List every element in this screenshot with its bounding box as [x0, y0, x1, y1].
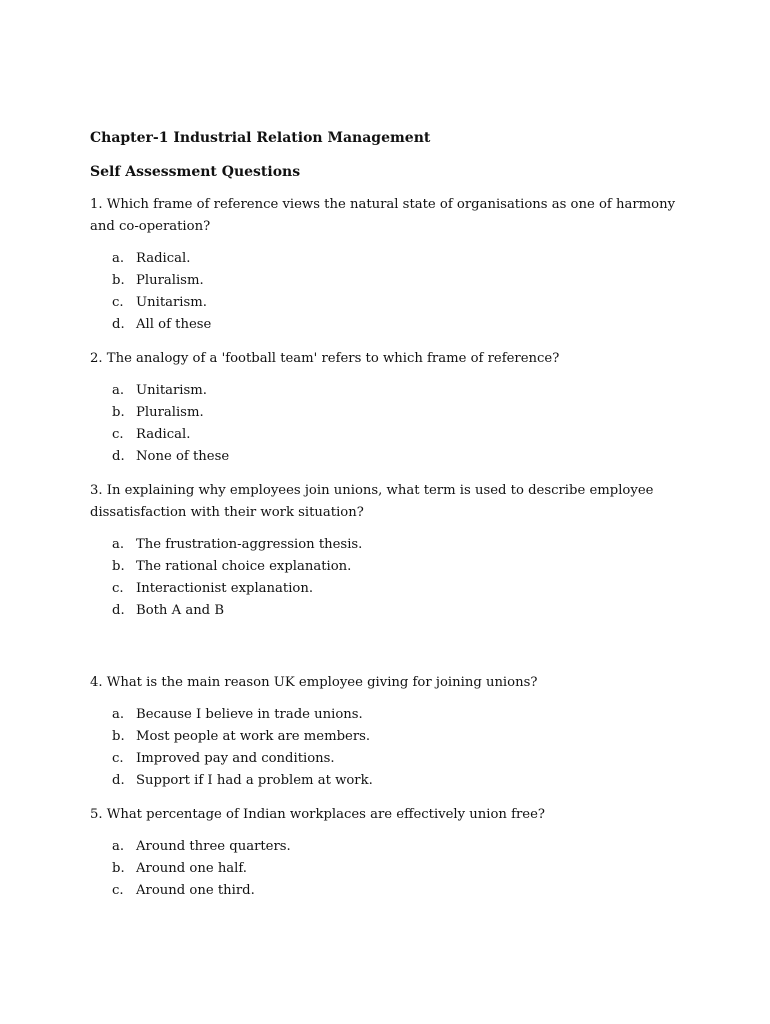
option-text: Radical.: [136, 251, 191, 266]
option-text: Both A and B: [136, 603, 225, 618]
option-text: The frustration-aggression thesis.: [136, 537, 363, 552]
option-text: Interactionist explanation.: [136, 581, 314, 596]
option-letter: a.: [112, 839, 125, 854]
option-letter: c.: [112, 295, 124, 310]
option-letter: a.: [112, 537, 125, 552]
option-letter: d.: [112, 773, 125, 788]
option-letter: c.: [112, 427, 124, 442]
option-item: [112, 270, 690, 292]
option-letter: b.: [112, 405, 125, 420]
option-letter: d.: [112, 603, 125, 618]
option-letter: c.: [112, 751, 124, 766]
option-item: [112, 880, 690, 902]
option-text: Radical.: [136, 427, 191, 442]
option-text: Pluralism.: [136, 273, 204, 288]
option-item: [112, 600, 690, 622]
option-text: Improved pay and conditions.: [136, 751, 335, 766]
option-item: [112, 556, 690, 578]
option-letter: b.: [112, 273, 125, 288]
option-letter: b.: [112, 729, 125, 744]
option-item: [112, 578, 690, 600]
option-letter: b.: [112, 559, 125, 574]
option-letter: d.: [112, 317, 125, 332]
option-text: The rational choice explanation.: [136, 559, 352, 574]
question-3: 3. In explaining why employees join unions, what term is used to describe employee dissatisfaction with their work situation?: [90, 483, 654, 520]
option-item: [112, 402, 690, 424]
option-text: None of these: [136, 449, 230, 464]
option-letter: c.: [112, 581, 124, 596]
option-item: [112, 534, 690, 556]
option-text: Pluralism.: [136, 405, 204, 420]
option-letter: b.: [112, 861, 125, 876]
option-item: [112, 704, 690, 726]
option-item: [112, 424, 690, 446]
question-1: 1. Which frame of reference views the natural state of organisations as one of harmony and co-operation?: [90, 197, 676, 234]
option-item: [112, 314, 690, 336]
question-5-options: [90, 836, 690, 902]
option-item: [112, 748, 690, 770]
document-content: [90, 128, 690, 914]
spacer: [90, 634, 690, 672]
question-4-options: [90, 704, 690, 792]
option-text: Around three quarters.: [136, 839, 291, 854]
option-text: Most people at work are members.: [136, 729, 371, 744]
option-item: [112, 446, 690, 468]
option-letter: c.: [112, 883, 124, 898]
option-item: [112, 770, 690, 792]
option-item: [112, 248, 690, 270]
option-item: [112, 292, 690, 314]
option-text: Because I believe in trade unions.: [136, 707, 363, 722]
option-letter: a.: [112, 707, 125, 722]
option-text: Around one third.: [136, 883, 255, 898]
option-item: [112, 380, 690, 402]
section-title: Self Assessment Questions: [90, 164, 301, 180]
question-2-options: [90, 380, 690, 468]
option-letter: a.: [112, 251, 125, 266]
question-2: 2. The analogy of a 'football team' refers to which frame of reference?: [90, 351, 560, 366]
option-letter: a.: [112, 383, 125, 398]
question-4: 4. What is the main reason UK employee giving for joining unions?: [90, 675, 538, 690]
option-text: Support if I had a problem at work.: [136, 773, 373, 788]
option-text: Around one half.: [136, 861, 247, 876]
option-letter: d.: [112, 449, 125, 464]
question-1-options: [90, 248, 690, 336]
option-item: [112, 836, 690, 858]
option-text: Unitarism.: [136, 295, 207, 310]
option-item: [112, 858, 690, 880]
question-5: 5. What percentage of Indian workplaces are effectively union free?: [90, 807, 545, 822]
option-text: All of these: [136, 317, 212, 332]
question-3-options: [90, 534, 690, 622]
option-item: [112, 726, 690, 748]
chapter-title: Chapter-1 Industrial Relation Management: [90, 130, 431, 146]
option-text: Unitarism.: [136, 383, 207, 398]
